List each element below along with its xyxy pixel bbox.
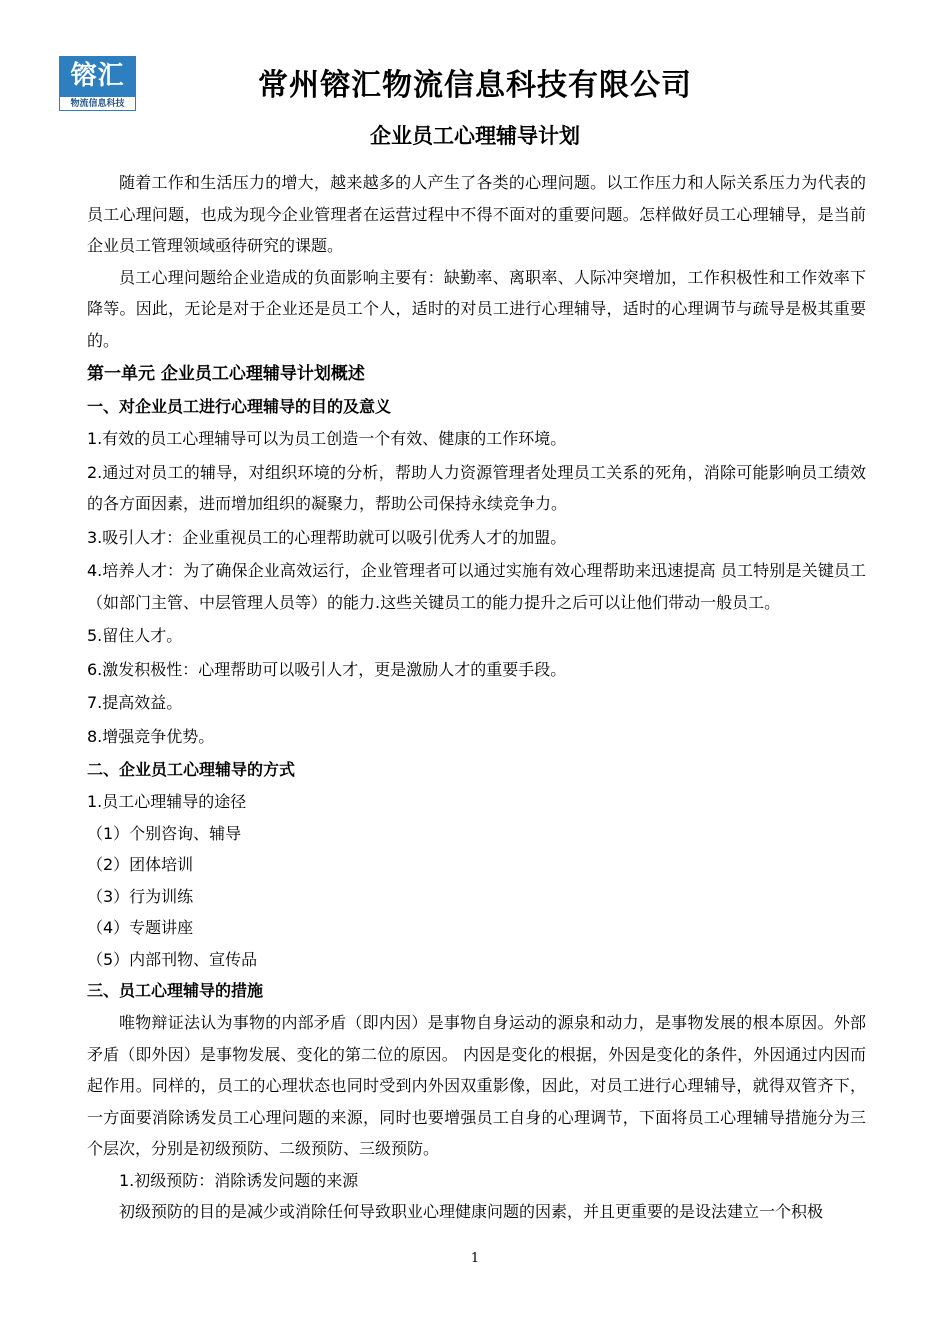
list-item: 4.培养人才：为了确保企业高效运行，企业管理者可以通过实施有效心理帮助来迅速提高 员工特别是关键员工（如部门主管、中层管理人员等）的能力.这些关键员工的能力提升之后可以让他们带动一般员工。 — [87, 561, 866, 612]
intro-paragraph-2: 员工心理问题给企业造成的负面影响主要有：缺勤率、离职率、人际冲突增加，工作积极性和工作效率下降等。因此，无论是对于企业还是员工个人，适时的对员工进行心理辅导，适时的心理调节与疏导是极其重要的。 — [87, 267, 866, 350]
page-number: 1 — [470, 1251, 480, 1266]
list-item: 3.吸引人才：企业重视员工的心理帮助就可以吸引优秀人才的加盟。 — [87, 527, 567, 547]
list-item: （2）团体培训 — [87, 855, 194, 874]
document-body — [87, 167, 866, 1228]
list-item: 2.通过对员工的辅导，对组织环境的分析，帮助人力资源管理者处理员工关系的死角，消除可能影响员工绩效的各方面因素，进而增加组织的凝聚力，帮助公司保持永续竞争力。 — [87, 462, 866, 513]
section3-sub-paragraph: 初级预防的目的是减少或消除任何导致职业心理健康问题的因素，并且更重要的是设法建立一个积极 — [119, 1202, 824, 1221]
section3-subheading: 1.初级预防：消除诱发问题的来源 — [119, 1170, 359, 1190]
section3-heading: 三、员工心理辅导的措施 — [87, 981, 264, 1000]
list-item: 7.提高效益。 — [87, 693, 183, 712]
logo-sub-text: 物流信息科技 — [59, 96, 136, 111]
list-item: 6.激发积极性：心理帮助可以吸引人才，更是激励人才的重要手段。 — [87, 659, 567, 679]
logo-main-text: 镕汇 — [59, 56, 136, 96]
section1-heading: 一、对企业员工进行心理辅导的目的及意义 — [87, 397, 392, 416]
intro-paragraph-1: 随着工作和生活压力的增大，越来越多的人产生了各类的心理问题。以工作压力和人际关系压力为代表的员工心理问题，也成为现今企业管理者在运营过程中不得不面对的重要问题。怎样做好员工心理辅导，是当前企业员工管理领域亟待研究的课题。 — [87, 173, 866, 255]
list-item: （5）内部刊物、宣传品 — [87, 949, 258, 969]
document-title: 企业员工心理辅导计划 — [370, 124, 580, 148]
section2-heading: 二、企业员工心理辅导的方式 — [87, 760, 296, 779]
section2-lead: 1.员工心理辅导的途径 — [87, 792, 247, 811]
list-item: （3）行为训练 — [87, 886, 194, 906]
unit1-heading: 第一单元 企业员工心理辅导计划概述 — [87, 364, 365, 384]
list-item: （1）个别咨询、辅导 — [87, 823, 242, 843]
company-name: 常州镕汇物流信息科技有限公司 — [258, 68, 692, 103]
list-item: 8.增强竞争优势。 — [87, 726, 215, 746]
list-item: （4）专题讲座 — [87, 918, 194, 937]
section3-paragraph: 唯物辩证法认为事物的内部矛盾（即内因）是事物自身运动的源泉和动力，是事物发展的根本原因。外部矛盾（即外因）是事物发展、变化的第二位的原因。 内因是变化的根据，外因是变化的条件，外因通过内因而起作用。同样的，员工的心理状态也同时受到内外因双重影像，因此，对员工进行心理辅导，就得双管齐下，一方面要消除诱发员工心理问题的来源，同时也要增强员工自身的心理调节，下面将员工心理辅导措施分为三个层次，分别是初级预防、二级预防、三级预防。 — [87, 1013, 866, 1158]
list-item: 1.有效的员工心理辅导可以为员工创造一个有效、健康的工作环境。 — [87, 429, 567, 448]
list-item: 5.留住人才。 — [87, 626, 183, 645]
